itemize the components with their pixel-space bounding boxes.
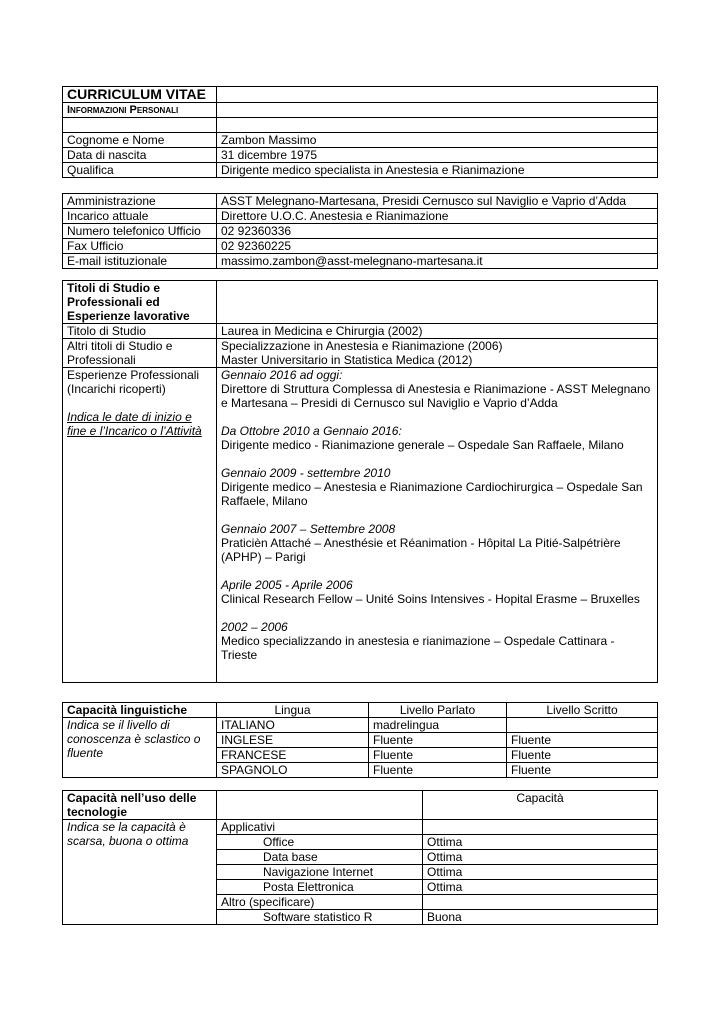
col-lingua: Lingua — [217, 703, 369, 718]
experience-period: Gennaio 2007 – Settembre 2008 — [221, 522, 396, 536]
language-spoken: Fluente — [369, 763, 507, 778]
personal-row — [63, 133, 658, 148]
tech-heading: Capacità nell’uso delle tecnologie — [63, 791, 217, 820]
titolo-value: Laurea in Medicina e Chirurgia (2002) — [217, 324, 658, 339]
tech-table — [62, 790, 658, 925]
language-name: INGLESE — [217, 733, 369, 748]
experience-desc: Clinical Research Fellow – Unité Soins Intensives - Hopital Erasme – Bruxelles — [221, 592, 640, 606]
esperienze-hint: Indica le date di inizio e fine e l’Incarico o l’Attività — [67, 410, 202, 438]
work-info-table — [62, 193, 658, 269]
skill-name: Data base — [217, 850, 423, 865]
field-label: Data di nascita — [63, 148, 217, 163]
col-parlato: Livello Parlato — [369, 703, 507, 718]
esperienze-label: Esperienze Professionali (Incarichi ricoperti) — [67, 368, 200, 396]
experience-period: Aprile 2005 - Aprile 2006 — [221, 578, 353, 592]
language-name: FRANCESE — [217, 748, 369, 763]
studies-table — [62, 280, 658, 683]
work-row — [63, 194, 658, 209]
field-label: Incarico attuale — [63, 209, 217, 224]
field-label: Cognome e Nome — [63, 133, 217, 148]
altri-value: Master Universitario in Statistica Medica (2012) — [221, 353, 473, 367]
work-row — [63, 254, 658, 269]
field-value: ASST Melegnano-Martesana, Presidi Cernusco sul Naviglio e Vaprio d’Adda — [217, 194, 658, 209]
col-capacita: Capacità — [423, 791, 658, 820]
personal-heading: Informazioni Personali — [63, 103, 217, 118]
studies-heading: Titoli di Studio e Professionali ed Esperienze lavorative — [63, 281, 217, 324]
experience-period: Gennaio 2009 - settembre 2010 — [221, 466, 391, 480]
experience-desc: Dirigente medico - Rianimazione generale – Ospedale San Raffaele, Milano — [221, 438, 624, 452]
work-row — [63, 224, 658, 239]
altri-value: Specializzazione in Anestesia e Rianimazione (2006) — [221, 339, 503, 353]
experience-desc: Direttore di Struttura Complessa di Anestesia e Rianimazione - ASST Melegnano e Martesana – Presidi di Cernusco sul Naviglio e Vaprio d’Adda — [221, 382, 651, 410]
field-value: Direttore U.O.C. Anestesia e Rianimazione — [217, 209, 658, 224]
language-spoken: madrelingua — [369, 718, 507, 733]
language-row — [63, 718, 658, 733]
field-value: 31 dicembre 1975 — [217, 148, 658, 163]
cv-title: CURRICULUM VITAE — [63, 87, 217, 103]
work-row — [63, 239, 658, 254]
skill-level: Ottima — [423, 880, 658, 895]
field-value: Dirigente medico specialista in Anestesia e Rianimazione — [217, 163, 658, 178]
language-written — [507, 718, 658, 733]
language-written: Fluente — [507, 733, 658, 748]
skill-name: Posta Elettronica — [217, 880, 423, 895]
applicativi-label: Applicativi — [217, 820, 423, 835]
languages-table — [62, 702, 658, 778]
languages-heading: Capacità linguistiche — [63, 703, 217, 718]
field-label: Qualifica — [63, 163, 217, 178]
language-spoken: Fluente — [369, 748, 507, 763]
experience-entry — [221, 578, 653, 606]
skill-name: Office — [217, 835, 423, 850]
experience-period: 2002 – 2006 — [221, 620, 288, 634]
skill-name: Software statistico R — [217, 910, 423, 925]
experience-entry — [221, 522, 653, 564]
language-name: SPAGNOLO — [217, 763, 369, 778]
titolo-label: Titolo di Studio — [63, 324, 217, 339]
skill-level: Ottima — [423, 865, 658, 880]
language-spoken: Fluente — [369, 733, 507, 748]
personal-info-table — [62, 86, 658, 178]
field-label: Numero telefonico Ufficio — [63, 224, 217, 239]
personal-row — [63, 148, 658, 163]
personal-row — [63, 163, 658, 178]
experience-entry — [221, 424, 653, 452]
altro-label: Altro (specificare) — [217, 895, 423, 910]
field-label: Amministrazione — [63, 194, 217, 209]
skill-level: Ottima — [423, 835, 658, 850]
languages-hint: Indica se il livello di conoscenza è sclastico o fluente — [63, 718, 217, 778]
field-value: 02 92360225 — [217, 239, 658, 254]
altri-label: Altri titoli di Studio e Professionali — [63, 339, 217, 368]
language-written: Fluente — [507, 763, 658, 778]
experience-period: Da Ottobre 2010 a Gennaio 2016: — [221, 424, 402, 438]
skill-name: Navigazione Internet — [217, 865, 423, 880]
language-written: Fluente — [507, 748, 658, 763]
experience-desc: Praticièn Attaché – Anesthésie et Réanimation - Hôpital La Pitié-Salpétrière (APHP) – Parigi — [221, 536, 621, 564]
work-row — [63, 209, 658, 224]
skill-level: Ottima — [423, 850, 658, 865]
skill-level: Buona — [423, 910, 658, 925]
esperienze-list — [217, 368, 658, 683]
experience-desc: Dirigente medico – Anestesia e Rianimazione Cardiochirurgica – Ospedale San Raffaele, Milano — [221, 480, 643, 508]
field-value: Zambon Massimo — [217, 133, 658, 148]
field-value: massimo.zambon@asst-melegnano-martesana.it — [217, 254, 658, 269]
experience-entry — [221, 368, 653, 410]
field-value: 02 92360336 — [217, 224, 658, 239]
experience-entry — [221, 620, 653, 662]
field-label: E-mail istituzionale — [63, 254, 217, 269]
experience-desc: Medico specializzando in anestesia e rianimazione – Ospedale Cattinara - Trieste — [221, 634, 615, 662]
language-name: ITALIANO — [217, 718, 369, 733]
experience-period: Gennaio 2016 ad oggi: — [221, 368, 343, 382]
experience-entry — [221, 466, 653, 508]
tech-hint: Indica se la capacità è scarsa, buona o ottima — [63, 820, 217, 925]
col-scritto: Livello Scritto — [507, 703, 658, 718]
field-label: Fax Ufficio — [63, 239, 217, 254]
